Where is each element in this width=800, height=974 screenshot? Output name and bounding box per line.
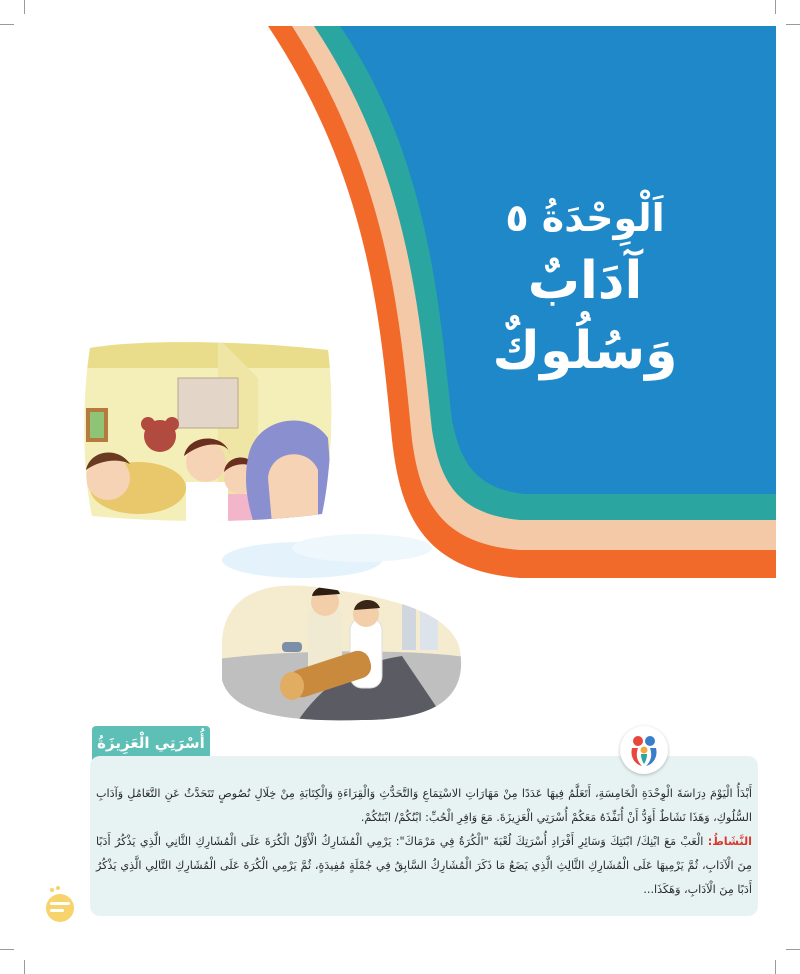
crop-mark	[0, 949, 14, 950]
crop-mark	[775, 960, 776, 974]
info-text	[96, 782, 752, 902]
activity-label: النَّشَاطُ:	[707, 835, 752, 848]
crop-mark	[24, 960, 25, 974]
section-tab-label: أُسْرَتِي الْعَزِيزَةُ	[97, 734, 205, 752]
intro-paragraph: أَبْدَأُ الْيَوْمَ دِرَاسَةَ الْوِحْدَةِ الْخَامِسَةِ، أَتَعَلَّمُ فِيهَا عَدَدًا مِنْ مَهَارَاتِ الاسْتِمَاعِ وَالتَّحَدُّثِ وَالْقِرَاءَةِ وَالْكِتَابَةِ مِنْ خِلَالِ نُصُوصٍ تَتَحَدَّثُ عَنِ التَّعَامُلِ وَآدَابِ السُّلُوكِ، وَهَذَا نَشَاطٌ أَوَدُّ أَنْ أُنَفِّذَهُ مَعَكُمْ أُسْرَتِي الْعَزِيزَةَ. مَعَ وَافِرِ الْحُبِّ: ابْنُكُمْ/ ابْنَتُكُمْ.	[96, 787, 752, 824]
activity-text: الْعَبْ مَعَ ابْنِكَ/ ابْنَتِكَ وَسَائِرِ أَفْرَادِ أُسْرَتِكَ لُعْبَةَ "الْكُرَةُ فِي مَرْمَاكَ": يَرْمِي الْمُشَارِكُ الْأَوَّلُ الْكُرَةَ عَلَى الْمُشَارِكِ الثَّانِي الَّذِي يَذْكُرُ أَدَبًا مِنَ الْآدَابِ، ثُمَّ يَرْمِيهَا عَلَى الْمُشَارِكِ الثَّالِثِ الَّذِي يَضَعُ مَا ذَكَرَ الْمُشَارِكُ السَّابِقُ فِي جُمْلَةٍ مُفِيدَةٍ، ثُمَّ يَرْمِي الْكُرَةَ عَلَى الْمُشَارِكِ التَّالِي الَّذِي يَذْكُرُ أَدَبًا مِنَ الْآدَابِ، وَهَكَذَا...	[96, 835, 752, 896]
family-illustration	[78, 338, 334, 524]
family-logo-icon	[620, 726, 668, 774]
cloud	[292, 534, 432, 562]
page-mark-icon	[40, 880, 80, 930]
boys-illustration	[212, 530, 472, 724]
unit-title-line2: وَسُلُوكٌ	[492, 321, 678, 381]
unit-title	[460, 190, 710, 386]
activity-paragraph	[96, 830, 752, 902]
crop-mark	[786, 949, 800, 950]
section-tab	[92, 726, 210, 760]
unit-title-line1: آدَابٌ	[527, 251, 643, 311]
unit-label: اَلْوِحْدَةُ ٥	[505, 196, 665, 240]
